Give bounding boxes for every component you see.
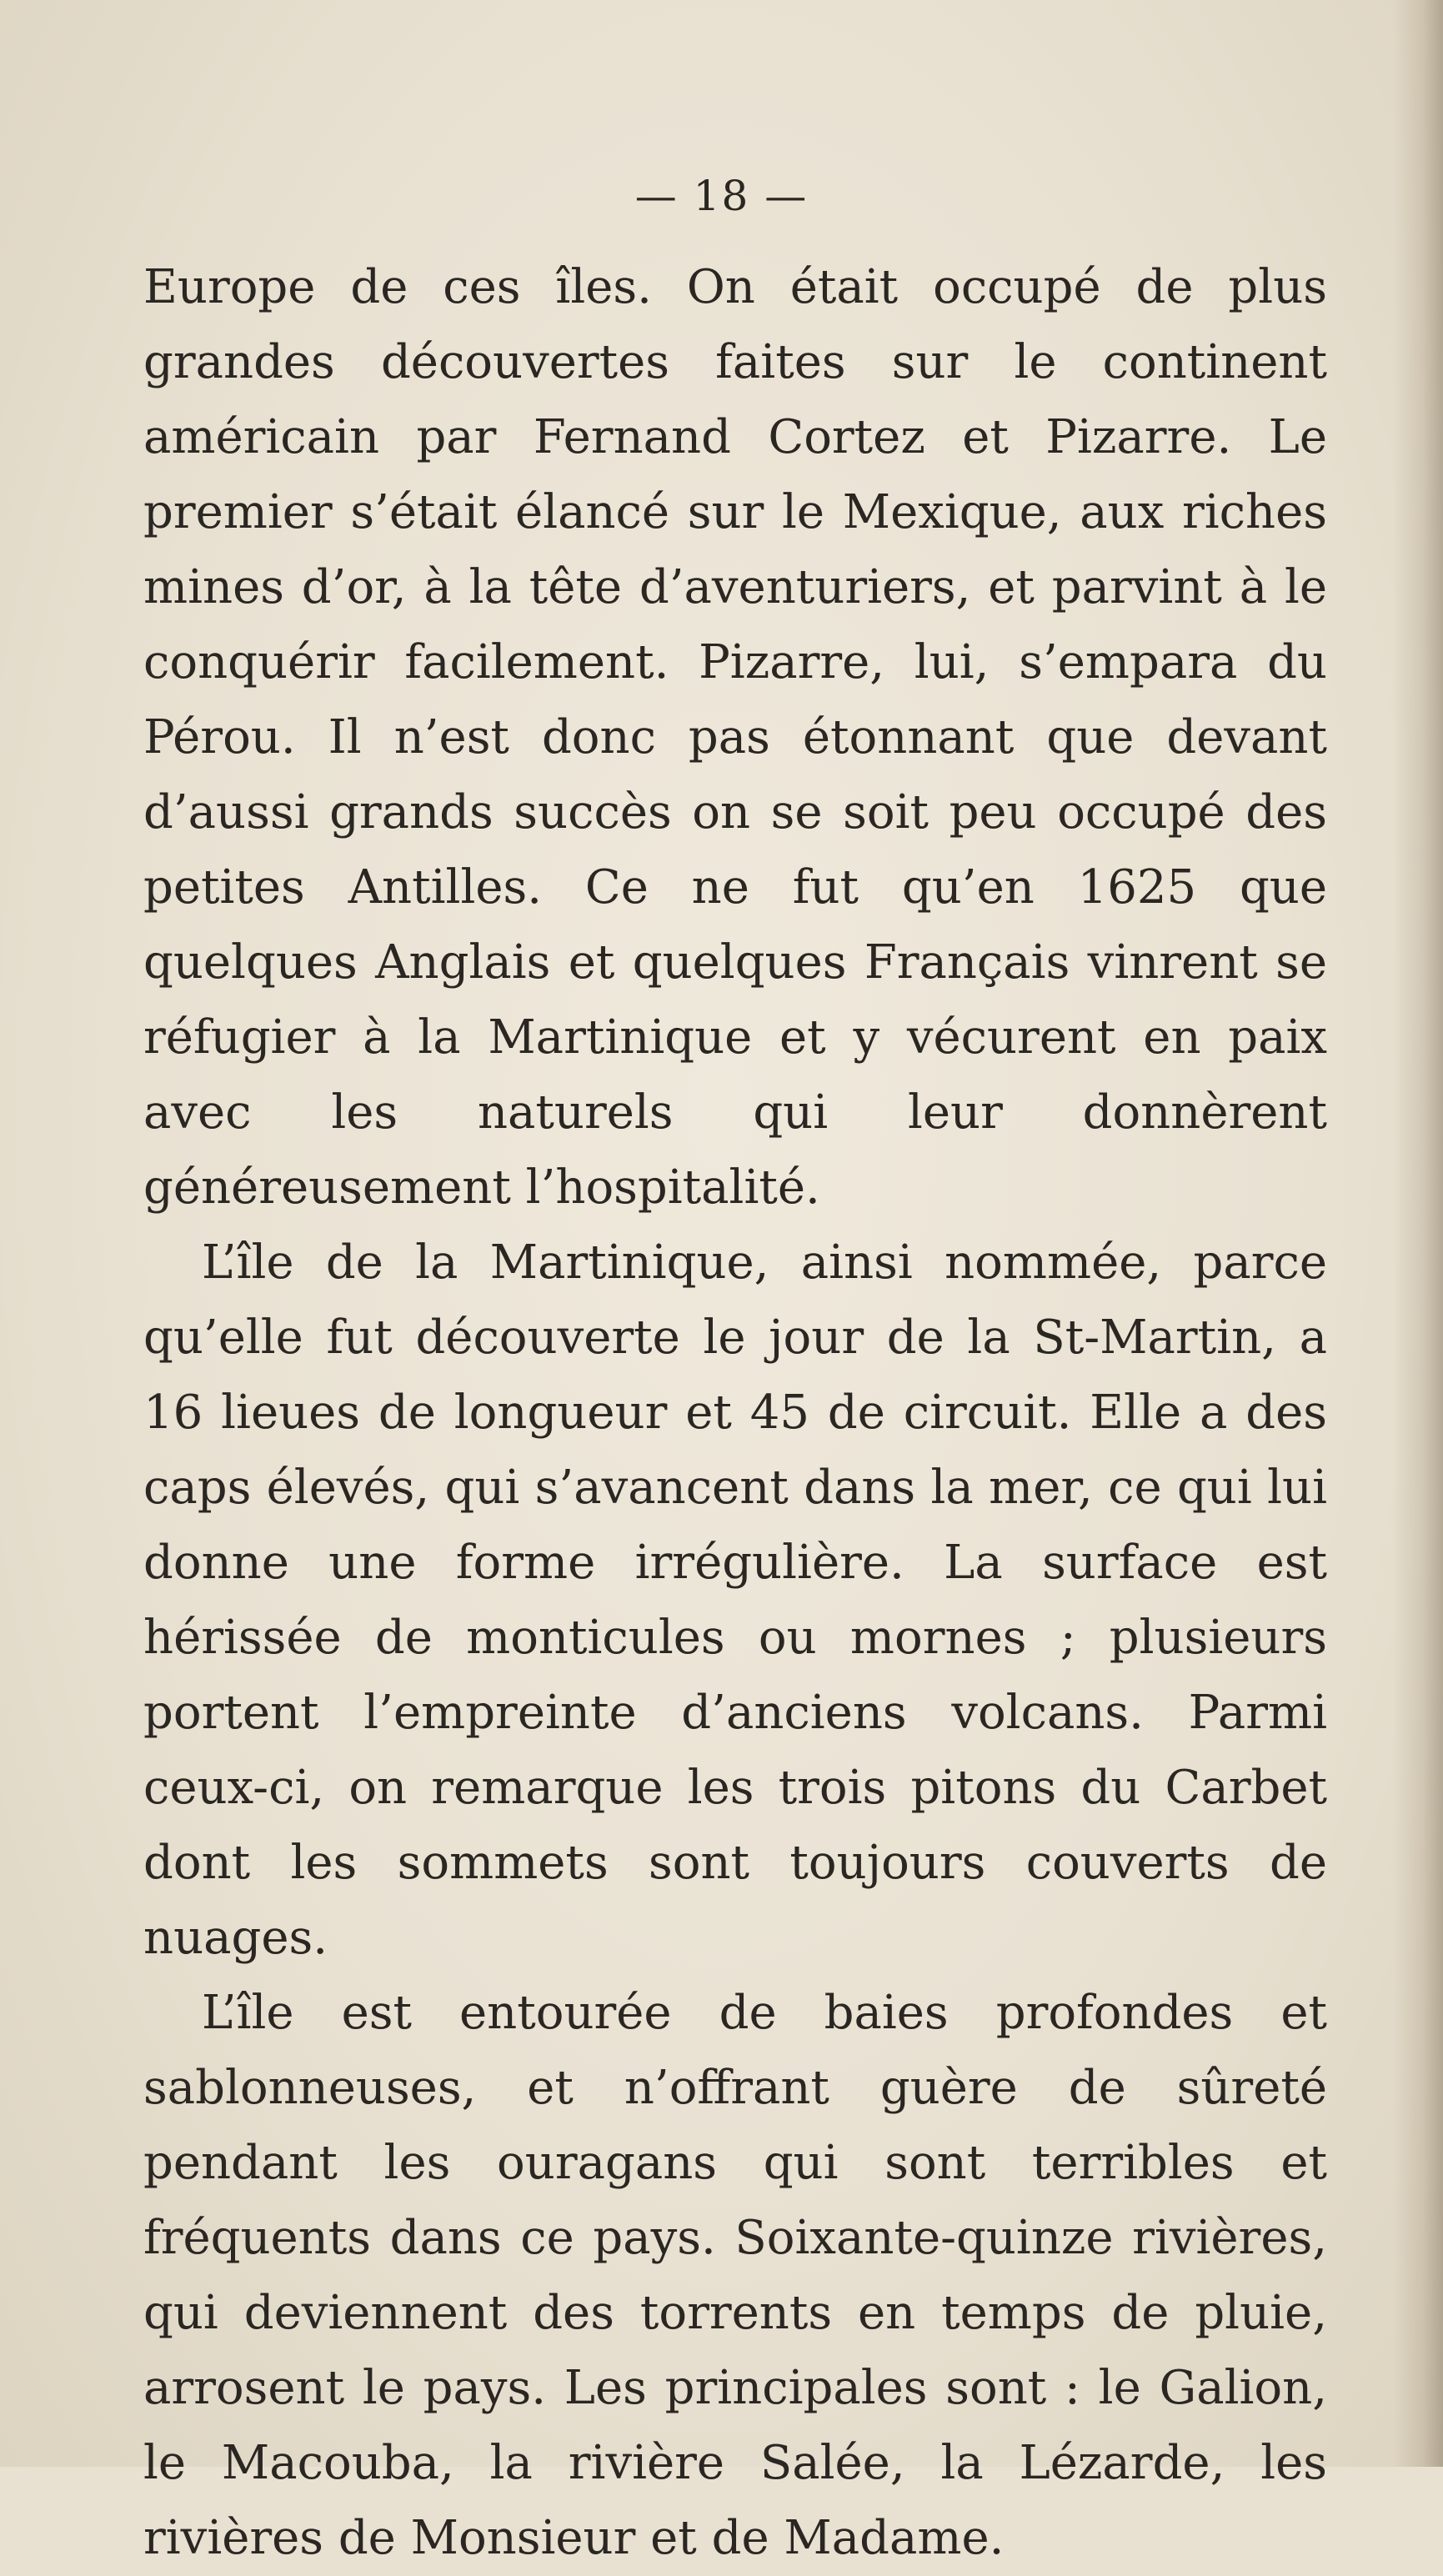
paragraph-martinique-description: L’île de la Martinique, ainsi nommée, parce qu’elle fut découverte le jour de la St-Martin, a 16 lieues de longueur et 45 de circuit. Elle a des caps élevés, qui s’avancent dans la mer, ce qui lui donne une forme irrégulière. La surface est hérissée de monticules ou mornes ; plusieurs portent l’empreinte d’anciens volcans. Parmi ceux-ci, on remarque les trois pitons du Carbet dont les sommets sont toujours couverts de nuages. [143, 1235, 1327, 1965]
page-edge-shadow [1393, 0, 1443, 2467]
page-number: — 18 — [634, 172, 809, 220]
paragraph-continuation: Europe de ces îles. On était occupé de plus grandes découvertes faites sur le continent américain par Fernand Cortez et Pizarre. Le premier s’était élancé sur le Mexique, aux riches mines d’or, à la tête d’aventuriers, et parvint à le conquérir facilement. Pizarre, lui, s’empara du Pérou. Il n’est donc pas étonnant que devant d’aussi grands succès on se soit peu occupé des petites Antilles. Ce ne fut qu’en 1625 que quelques Anglais et quelques Français vinrent se réfugier à la Martinique et y vécurent en paix avec les naturels qui leur donnèrent généreusement l’hospitalité. [143, 260, 1327, 1215]
body-text [143, 250, 1327, 2576]
paragraph-bays-and-rivers: L’île est entourée de baies profondes et sablonneuses, et n’offrant guère de sûreté pendant les ouragans qui sont terribles et fréquents dans ce pays. Soixante-quinze rivières, qui deviennent des torrents en temps de pluie, arrosent le pays. Les principales sont : le Galion, le Macouba, la rivière Salée, la Lézarde, les rivières de Monsieur et de Madame. [143, 1986, 1327, 2565]
